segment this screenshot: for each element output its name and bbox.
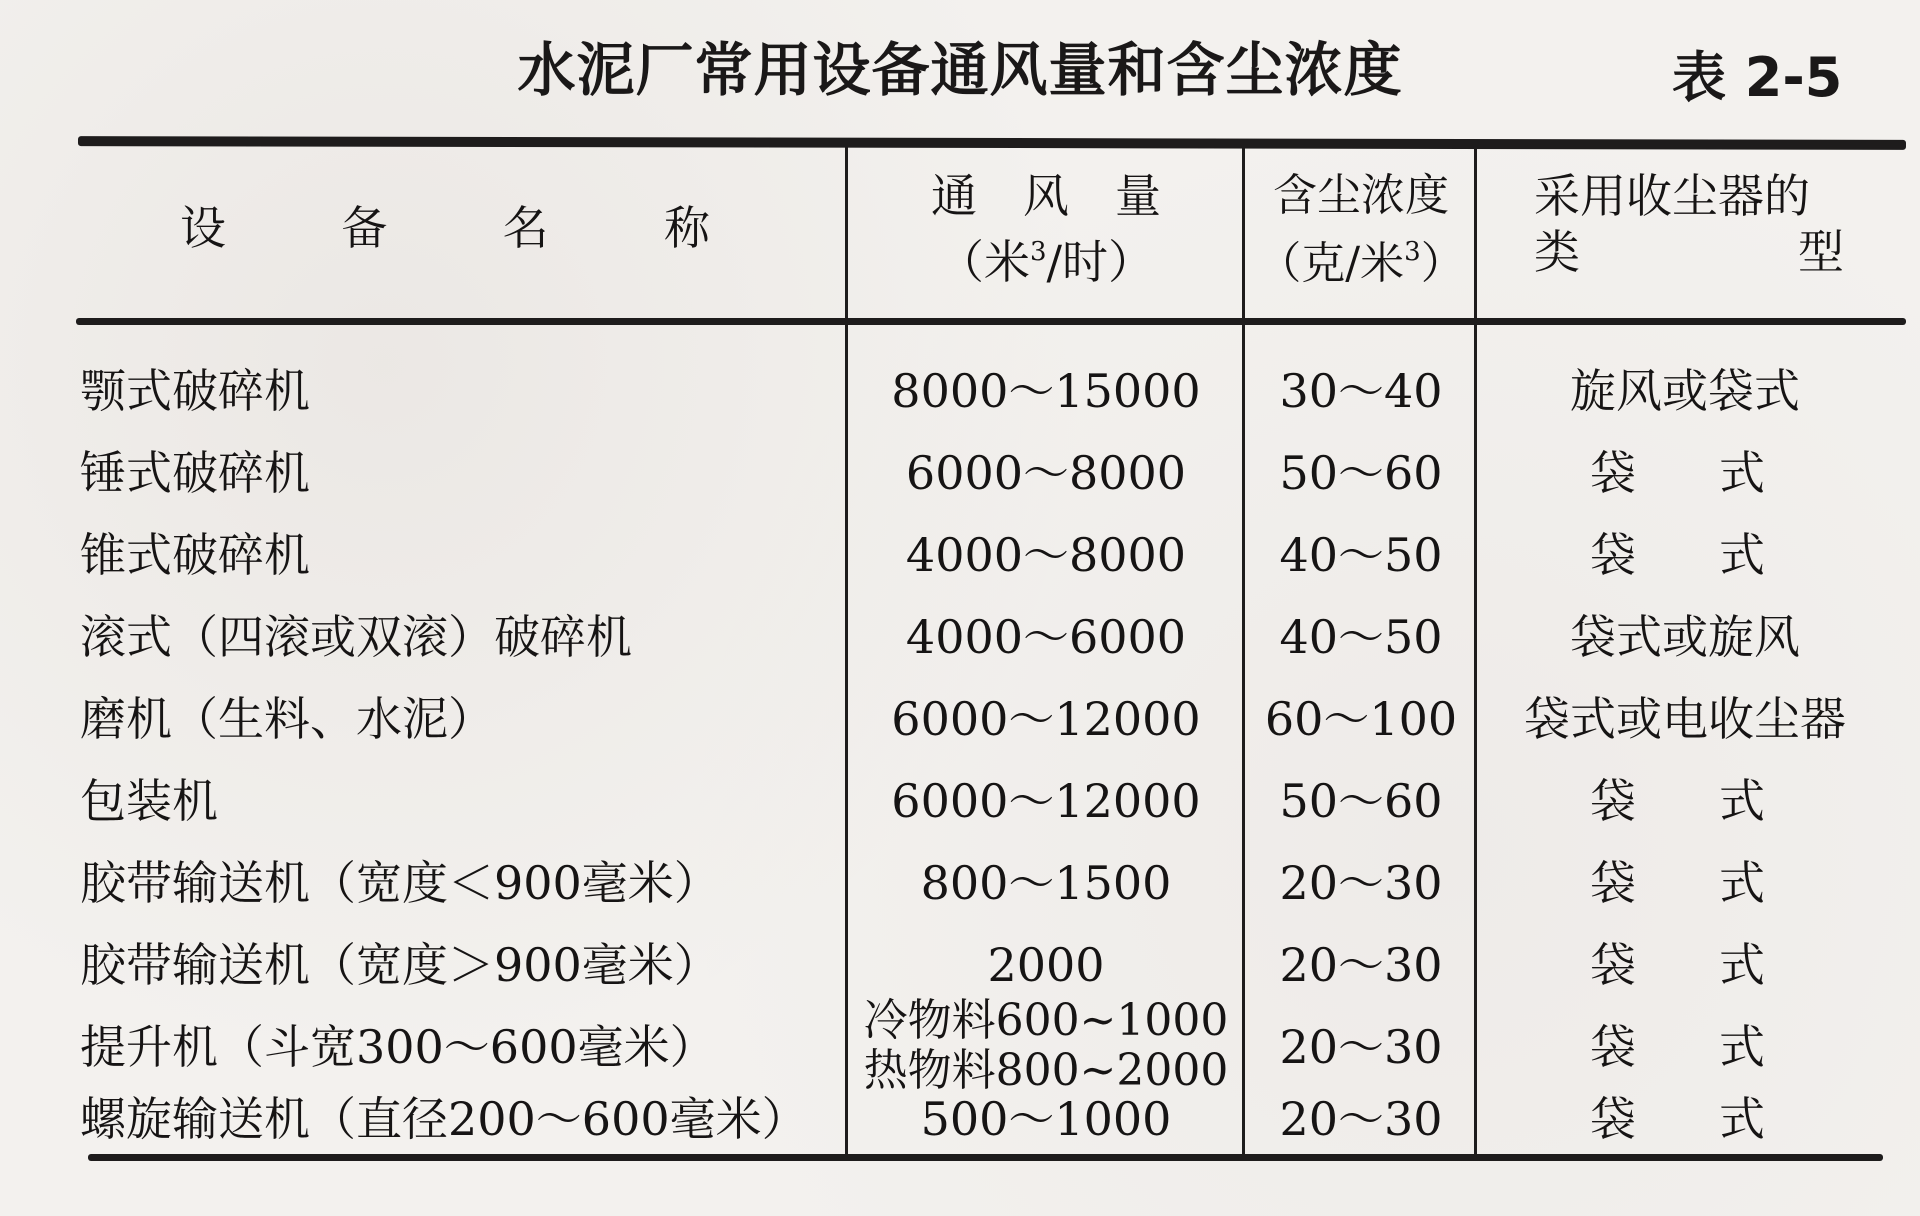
header-char: 设: [180, 201, 226, 255]
equipment-name: 滚式（四滚或双滚）破碎机: [80, 610, 632, 664]
collector-type: 袋式或电收尘器: [1524, 692, 1846, 746]
airflow-value: 4000～6000: [905, 610, 1187, 664]
equipment-name: 磨机（生料、水泥）: [80, 692, 494, 746]
collector-type: 袋式或旋风: [1570, 610, 1800, 664]
airflow-value: 6000～12000: [891, 692, 1201, 746]
table-row: [0, 995, 1920, 1096]
dust-value: 20～30: [1279, 1092, 1443, 1146]
header-airflow-unit: [850, 224, 1242, 290]
collector-char: 袋: [1590, 856, 1636, 910]
collector-type: [1480, 1078, 1890, 1160]
equipment-name: 锤式破碎机: [80, 446, 310, 500]
header-equipment-name: [180, 200, 710, 256]
collector-char: 式: [1719, 774, 1765, 828]
table-row: [0, 514, 1920, 596]
equipment-name: 胶带输送机（宽度＞900毫米）: [80, 938, 720, 992]
airflow-value: 2000: [987, 938, 1105, 992]
airflow-value: 800～1500: [920, 856, 1172, 910]
equipment-name: 锥式破碎机: [80, 528, 310, 582]
collector-char: 袋: [1590, 528, 1636, 582]
collector-char: 式: [1719, 856, 1765, 910]
dust-value: 40～50: [1279, 528, 1443, 582]
airflow-value: 6000～8000: [905, 446, 1187, 500]
collector-type: [1480, 514, 1890, 596]
header-dust: [1248, 168, 1474, 292]
dust-value: 50～60: [1279, 446, 1443, 500]
collector-char: 式: [1719, 1092, 1765, 1146]
table-row: [0, 1078, 1920, 1160]
table-row: [0, 678, 1920, 760]
collector-type: [1480, 1006, 1890, 1088]
table-row: [0, 350, 1920, 432]
airflow-value: 500～1000: [920, 1092, 1172, 1146]
unit-prefix: （米: [937, 235, 1030, 289]
header-char: 备: [341, 201, 388, 255]
collector-char: 袋: [1590, 1092, 1636, 1146]
top-rule: [78, 136, 1906, 150]
dust-value: 50～60: [1279, 774, 1443, 828]
unit-prefix: （克/米: [1257, 238, 1405, 289]
collector-type: [1480, 842, 1890, 924]
dust-value: 20～30: [1279, 938, 1443, 992]
dust-value: 30～40: [1279, 364, 1443, 418]
dust-value: 20～30: [1279, 856, 1443, 910]
unit-superscript: 3: [1029, 237, 1047, 267]
table-row: [0, 596, 1920, 678]
collector-char: 袋: [1590, 446, 1636, 500]
table-title: 水泥厂常用设备通风量和含尘浓度: [517, 36, 1403, 104]
table-row: [0, 842, 1920, 924]
header-char: 型: [1798, 225, 1844, 279]
header-collector-line2: [1534, 224, 1844, 280]
airflow-value: 4000～8000: [905, 528, 1187, 582]
header-airflow: [850, 168, 1242, 290]
table-row: [0, 432, 1920, 514]
collector-char: 袋: [1590, 774, 1636, 828]
unit-suffix: /时）: [1046, 235, 1155, 289]
header-collector-line1: 采用收尘器的: [1534, 169, 1810, 223]
header-char: 类: [1534, 225, 1580, 279]
collector-char: 袋: [1590, 938, 1636, 992]
collector-type: [1480, 924, 1890, 1006]
collector-char: 式: [1719, 1020, 1765, 1074]
table-row: [0, 760, 1920, 842]
equipment-name: 提升机（斗宽300～600毫米）: [80, 1020, 716, 1074]
dust-value: 20～30: [1279, 1020, 1443, 1074]
collector-char: 式: [1719, 938, 1765, 992]
header-rule: [76, 318, 1906, 325]
equipment-name: 胶带输送机（宽度＜900毫米）: [80, 856, 720, 910]
collector-type: [1480, 432, 1890, 514]
airflow-hot-material: 热物料800~2000: [863, 1045, 1229, 1096]
header-char: 称: [663, 201, 710, 255]
table-number: 表 2-5: [1672, 46, 1843, 109]
header-airflow-title: 通 风 量: [931, 169, 1161, 223]
airflow-value: 8000～15000: [891, 364, 1201, 418]
unit-superscript: 3: [1404, 237, 1421, 267]
header-dust-unit: [1248, 224, 1474, 292]
collector-type: [1480, 760, 1890, 842]
header-dust-title: 含尘浓度: [1273, 170, 1449, 221]
header-char: 名: [502, 201, 549, 255]
airflow-cold-material: 冷物料600~1000: [863, 995, 1229, 1046]
equipment-name: 包装机: [80, 774, 218, 828]
collector-type: 旋风或袋式: [1570, 364, 1800, 418]
collector-char: 式: [1719, 528, 1765, 582]
unit-suffix: ）: [1420, 238, 1465, 289]
dust-value: 40～50: [1279, 610, 1443, 664]
airflow-value: 6000～12000: [891, 774, 1201, 828]
header-collector-type: [1534, 168, 1864, 280]
dust-value: 60～100: [1264, 692, 1458, 746]
collector-char: 式: [1719, 446, 1765, 500]
equipment-name: 螺旋输送机（直径200～600毫米）: [80, 1092, 808, 1146]
equipment-name: 颚式破碎机: [80, 364, 310, 418]
collector-char: 袋: [1590, 1020, 1636, 1074]
